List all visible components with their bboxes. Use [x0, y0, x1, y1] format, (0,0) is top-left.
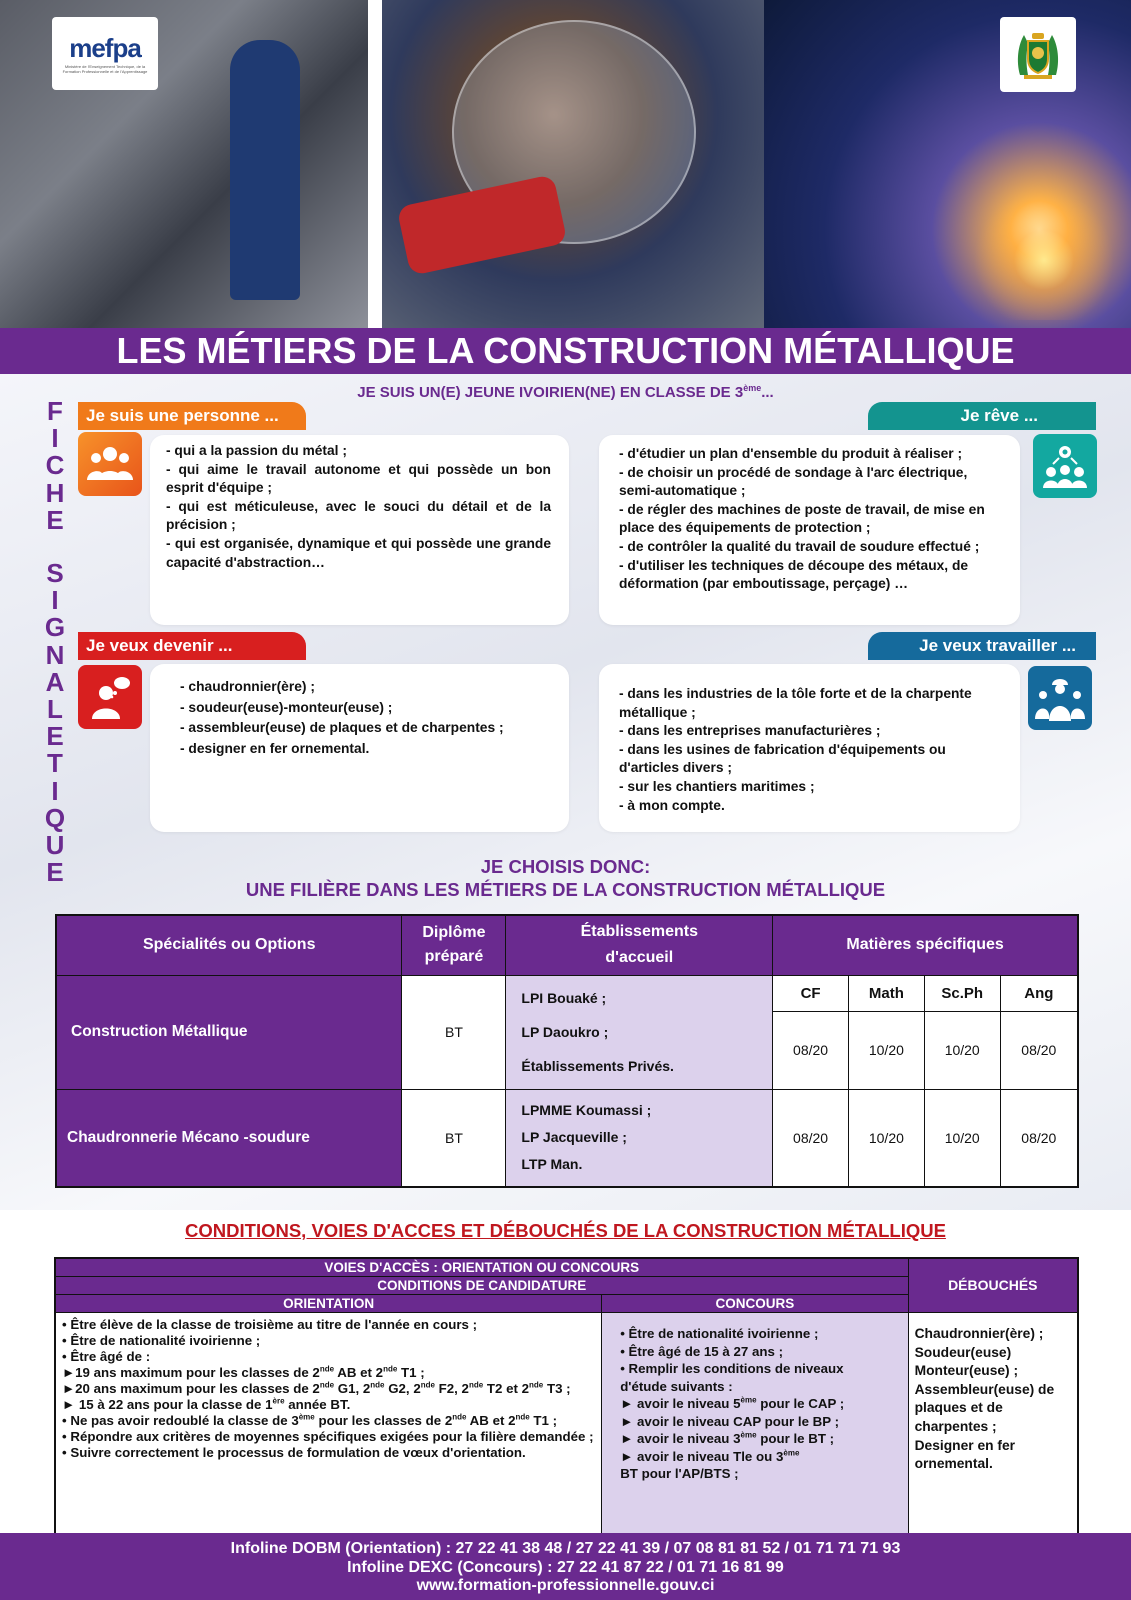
row-diplome: BT [402, 975, 506, 1089]
etab-item: LTP Man. [521, 1156, 583, 1173]
score-cell: 08/20 [1000, 1012, 1078, 1090]
list-item: - de choisir un procédé de sondage à l'arc électrique, semi-automatique ; [619, 464, 968, 499]
intro-line [0, 384, 1131, 401]
photo-banner [0, 0, 1131, 328]
sup: ème [740, 1430, 757, 1440]
header-specialites: Spécialités ou Options [56, 915, 402, 975]
row-etablissements [506, 1089, 773, 1187]
vertical-letter: C [45, 450, 65, 481]
card-je-veux-devenir [150, 664, 569, 832]
debouche-item: Monteur(euse) ; [914, 1363, 1019, 1379]
sup: nde [383, 1364, 398, 1374]
footer-website-link[interactable]: www.formation-professionnelle.gouv.ci [416, 1577, 715, 1594]
footer-infoline-orientation: Infoline DOBM (Orientation) : 27 22 41 38 48 / 27 22 41 39 / 07 08 81 81 52 / 01 71 71 71 93 [230, 1540, 901, 1557]
text: G2, 2 [384, 1381, 421, 1396]
score-cell: 08/20 [773, 1012, 849, 1090]
text: pour les classes de 2 [314, 1413, 453, 1428]
tab-je-suis-une-personne: Je suis une personne ... [78, 402, 306, 430]
sup: nde [529, 1380, 544, 1390]
orientation-line [62, 1381, 595, 1397]
sup: nde [319, 1380, 335, 1390]
conditions-title: CONDITIONS, VOIES D'ACCES ET DÉBOUCHÉS DE LA CONSTRUCTION MÉTALLIQUE [185, 1220, 946, 1241]
tab-je-veux-travailler: Je veux travailler ... [868, 632, 1096, 660]
vertical-letter: Q [44, 802, 66, 833]
card-je-reve [599, 435, 1020, 625]
text: G1, 2 [334, 1381, 371, 1396]
text: T1 ; [397, 1365, 425, 1380]
coat-of-arms-icon [1010, 27, 1066, 83]
sup: ème [298, 1412, 315, 1422]
list-item: - de régler des machines de poste de travail, de mise en place des équipements de protection ; [619, 501, 985, 536]
vertical-letter: E [46, 504, 64, 535]
text: AB et 2 [466, 1413, 516, 1428]
orientation-line: • Répondre aux critères de moyennes spécifiques exigées pour la filière demandée ; [62, 1429, 594, 1444]
sup: nde [515, 1412, 530, 1422]
list-item: - d'utiliser les techniques de découpe des métaux, de déformation (par emboutissage, perçage) … [619, 557, 969, 592]
vertical-letter: N [45, 639, 65, 670]
debouches-header: DÉBOUCHÉS [908, 1258, 1078, 1313]
choose-line-2: UNE FILIÈRE DANS LES MÉTIERS DE LA CONSTRUCTION MÉTALLIQUE [245, 879, 886, 900]
text: pour le BT ; [756, 1431, 835, 1446]
choose-heading [0, 855, 1131, 901]
text: AB et 2 [334, 1365, 384, 1380]
score-cell: 08/20 [1000, 1089, 1078, 1187]
row-etablissements [506, 975, 773, 1089]
vertical-letter: L [47, 694, 63, 725]
vertical-letter: I [51, 585, 59, 616]
list-item: - chaudronnier(ère) ; [180, 679, 315, 694]
concours-line [620, 1395, 889, 1413]
vertical-gap [41, 534, 69, 560]
debouche-item: Designer en fer ornemental. [914, 1437, 1016, 1472]
text: ► avoir le niveau 5 [620, 1396, 741, 1411]
subject-cf: CF [773, 975, 849, 1011]
vertical-letter: G [44, 612, 66, 643]
ministry-logo [52, 17, 158, 90]
list-item: - dans les entreprises manufacturières ; [619, 723, 881, 739]
list-item: - assembleur(euse) de plaques et de charpentes ; [180, 720, 504, 736]
sup: nde [468, 1380, 484, 1390]
orientation-header: ORIENTATION [55, 1295, 602, 1313]
text: ► 15 à 22 ans pour la classe de 1 [62, 1397, 273, 1412]
sup: ère [272, 1396, 285, 1406]
orientation-line [62, 1365, 595, 1381]
list-item: - à mon compte. [619, 797, 725, 813]
concours-conditions [602, 1313, 908, 1537]
intro-end: ... [761, 384, 774, 401]
text: ► avoir le niveau 3 [620, 1431, 741, 1446]
orientation-line: • Être âgé de : [62, 1349, 151, 1364]
etab-item: Établissements Privés. [521, 1058, 674, 1075]
concours-line: ► avoir le niveau CAP pour le BP ; [620, 1413, 840, 1429]
card-je-veux-travailler [599, 664, 1020, 832]
subject-scph: Sc.Ph [924, 975, 1000, 1011]
score-cell: 10/20 [848, 1089, 924, 1187]
text: T3 ; [543, 1381, 571, 1396]
ministry-logo-mark: mefpa [69, 33, 141, 63]
voies-header: VOIES D'ACCÈS : ORIENTATION OU CONCOURS [55, 1258, 908, 1277]
text: • Ne pas avoir redoublé la classe de 3 [62, 1413, 299, 1428]
orientation-line: • Être élève de la classe de troisième au titre de l'année en cours ; [62, 1317, 478, 1332]
concours-line [620, 1430, 889, 1448]
concours-line: • Être âgé de 15 à 27 ans ; [620, 1343, 784, 1359]
subject-ang: Ang [1000, 975, 1078, 1011]
list-item: - sur les chantiers maritimes ; [619, 778, 815, 794]
score-cell: 10/20 [924, 1089, 1000, 1187]
vertical-label-fiche-signaletique [41, 398, 69, 886]
debouche-item: Chaudronnier(ère) ; [914, 1326, 1044, 1341]
sup: nde [452, 1412, 467, 1422]
list-item: - soudeur(euse)-monteur(euse) ; [180, 699, 393, 715]
tab-je-reve: Je rêve ... [868, 402, 1096, 430]
filiere-table [55, 914, 1079, 1188]
vertical-letter: A [45, 666, 65, 697]
intro-text: JE SUIS UN(E) JEUNE IVOIRIEN(NE) EN CLASSE DE 3 [357, 384, 744, 401]
conditions-table [54, 1257, 1079, 1538]
list-item: - d'étudier un plan d'ensemble du produit à réaliser ; [619, 446, 963, 461]
team-gear-icon [1033, 434, 1097, 498]
row-spec-construction: Construction Métallique [56, 975, 402, 1089]
footer [0, 1533, 1131, 1600]
card-je-suis-une-personne [150, 435, 569, 625]
etab-item: LP Jacqueville ; [521, 1129, 627, 1146]
choose-line-1: JE CHOISIS DONC: [480, 856, 651, 877]
concours-header: CONCOURS [602, 1295, 908, 1313]
vertical-letter: S [46, 558, 64, 589]
score-cell: 08/20 [773, 1089, 849, 1187]
ministry-logo-subtitle: Ministère de l'Enseignement Technique, de la Formation Professionnelle et de l'Apprentissage [62, 64, 148, 74]
concours-line: • Remplir les conditions de niveaux d'étude suivants : [620, 1361, 844, 1394]
orientation-line [62, 1413, 595, 1429]
person-thinking-icon [78, 665, 142, 729]
text: ►19 ans maximum pour les classes de 2 [62, 1365, 320, 1380]
text: année BT. [284, 1397, 351, 1412]
vertical-letter: F [47, 396, 63, 426]
orientation-line: • Être de nationalité ivoirienne ; [62, 1333, 261, 1348]
list-item: - de contrôler la qualité du travail de soudure effectué ; [619, 538, 980, 554]
coat-of-arms-logo [1000, 17, 1076, 92]
text: ► avoir le niveau Tle ou 3 [620, 1448, 784, 1464]
tab-je-veux-devenir: Je veux devenir ... [78, 632, 306, 660]
vertical-letter: E [46, 721, 64, 752]
header-etablissements: Établissements d'accueil [506, 915, 773, 975]
row-spec-chaudronnerie: Chaudronnerie Mécano -soudure [56, 1089, 402, 1187]
text: F2, 2 [434, 1381, 469, 1396]
list-item: - qui aime le travail autonome et qui possède un bon esprit d'équipe ; [166, 461, 551, 496]
score-cell: 10/20 [848, 1012, 924, 1090]
vertical-letter: I [51, 423, 59, 454]
intro-sup: ème [743, 383, 762, 393]
debouche-item: Assembleur(euse) de plaques et de charpentes ; [914, 1381, 1055, 1434]
concours-line: • Être de nationalité ivoirienne ; [620, 1326, 819, 1341]
vertical-letter: E [46, 857, 64, 888]
orientation-conditions [55, 1313, 602, 1537]
score-cell: 10/20 [924, 1012, 1000, 1090]
header-matieres: Matières spécifiques [773, 915, 1078, 975]
workers-helmet-icon [1028, 666, 1092, 730]
sup: ème [740, 1395, 757, 1405]
text: T2 et 2 [483, 1381, 530, 1396]
debouches-list [908, 1313, 1078, 1537]
row-diplome: BT [402, 1089, 506, 1187]
concours-line [620, 1448, 889, 1466]
sup: nde [370, 1380, 385, 1390]
page-title: LES MÉTIERS DE LA CONSTRUCTION MÉTALLIQUE [116, 330, 1015, 371]
footer-infoline-concours: Infoline DEXC (Concours) : 27 22 41 87 22 / 01 71 16 81 99 [347, 1558, 784, 1576]
list-item: - qui a la passion du métal ; [166, 443, 347, 458]
text: pour le CAP ; [756, 1396, 845, 1411]
sup: nde [319, 1364, 335, 1374]
etab-item: LPI Bouaké ; [521, 990, 607, 1007]
header-diplome: Diplôme préparé [402, 915, 506, 975]
vertical-letter: T [47, 748, 63, 779]
list-item: - qui est organisée, dynamique et qui possède une grande capacité d'abstraction… [166, 535, 551, 570]
subject-math: Math [848, 975, 924, 1011]
group-people-icon [78, 432, 142, 496]
candidature-header: CONDITIONS DE CANDIDATURE [55, 1277, 908, 1295]
etab-item: LPMME Koumassi ; [521, 1102, 652, 1119]
list-item: - dans les industries de la tôle forte et de la charpente métallique ; [619, 686, 972, 720]
text: ►20 ans maximum pour les classes de 2 [62, 1381, 320, 1396]
list-item: - dans les usines de fabrication d'équipements ou d'articles divers ; [619, 741, 946, 776]
orientation-line: • Suivre correctement le processus de formulation de vœux d'orientation. [62, 1445, 526, 1460]
sup: ème [783, 1448, 800, 1458]
concours-line: BT pour l'AP/BTS ; [620, 1466, 739, 1481]
title-band [0, 328, 1131, 374]
vertical-letter: I [51, 775, 59, 806]
vertical-letter: H [45, 477, 65, 508]
debouche-item: Soudeur(euse) [914, 1344, 1012, 1360]
photo-student-saw [382, 0, 764, 328]
sup: nde [420, 1380, 435, 1390]
etab-item: LP Daoukro ; [521, 1024, 609, 1041]
text: T1 ; [529, 1413, 558, 1428]
list-item: - designer en fer ornemental. [180, 740, 370, 756]
orientation-line [62, 1397, 595, 1413]
vertical-letter: U [45, 830, 65, 861]
list-item: - qui est méticuleuse, avec le souci du détail et de la précision ; [166, 498, 551, 533]
